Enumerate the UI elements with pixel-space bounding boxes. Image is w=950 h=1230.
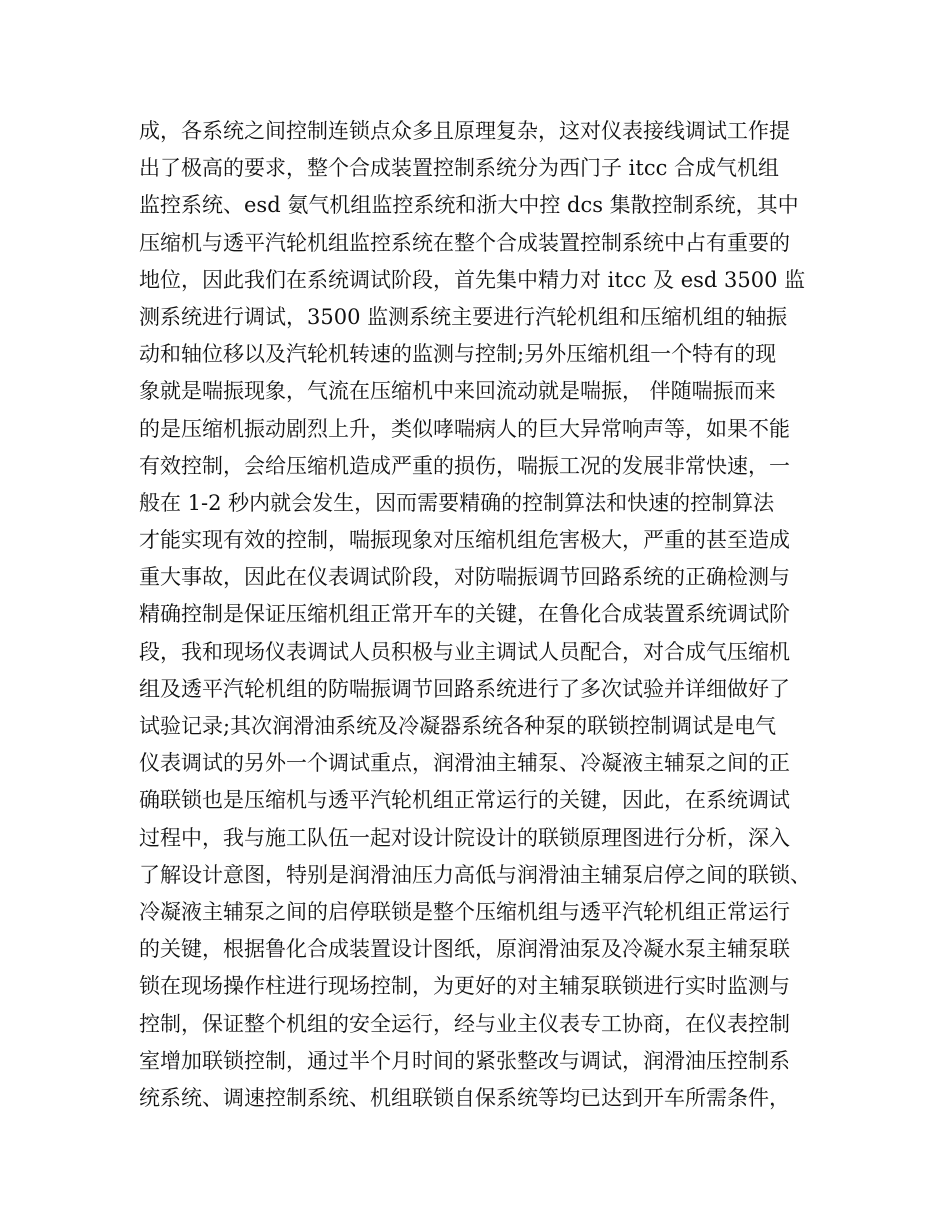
text-line: 控制，保证整个机组的安全运行，经与业主仪表专工协商，在仪表控制 [139, 1011, 790, 1036]
text-line: 确联锁也是压缩机与透平汽轮机组正常运行的关键，因此，在系统调试 [139, 788, 790, 813]
text-line: 动和轴位移以及汽轮机转速的监测与控制;另外压缩机组一个特有的现 [139, 342, 777, 367]
text-line: 监控系统、esd 氨气机组监控系统和浙大中控 dcs 集散控制系统，其中 [139, 193, 799, 218]
text-line: 过程中，我与施工队伍一起对设计院设计的联锁原理图进行分析，深入 [139, 825, 790, 850]
text-line: 才能实现有效的控制，喘振现象对压缩机组危害极大，严重的甚至造成 [139, 528, 790, 553]
body-paragraph [139, 113, 829, 1117]
text-line: 压缩机与透平汽轮机组监控系统在整个合成装置控制系统中占有重要的 [139, 230, 790, 255]
text-line: 统系统、调速控制系统、机组联锁自保系统等均已达到开车所需条件， [139, 1085, 790, 1110]
text-line: 冷凝液主辅泵之间的启停联锁是整个压缩机组与透平汽轮机组正常运行 [139, 899, 790, 924]
text-line: 精确控制是保证压缩机组正常开车的关键，在鲁化合成装置系统调试阶 [139, 602, 790, 627]
text-line: 组及透平汽轮机组的防喘振调节回路系统进行了多次试验并详细做好了 [139, 676, 790, 701]
text-line: 出了极高的要求，整个合成装置控制系统分为西门子 itcc 合成气机组 [139, 156, 780, 181]
text-line: 试验记录;其次润滑油系统及冷凝器系统各种泵的联锁控制调试是电气 [139, 714, 777, 738]
text-line: 象就是喘振现象，气流在压缩机中来回流动就是喘振， 伴随喘振而来 [139, 379, 776, 404]
text-line: 仪表调试的另外一个调试重点，润滑油主辅泵、冷凝液主辅泵之间的正 [139, 751, 790, 776]
text-line: 般在 1-2 秒内就会发生，因而需要精确的控制算法和快速的控制算法 [139, 490, 775, 515]
text-line: 重大事故，因此在仪表调试阶段，对防喘振调节回路系统的正确检测与 [139, 565, 790, 590]
text-line: 成，各系统之间控制连锁点众多且原理复杂，这对仪表接线调试工作提 [139, 119, 790, 143]
text-line: 室增加联锁控制，通过半个月时间的紧张整改与调试，润滑油压控制系 [139, 1048, 790, 1073]
text-line: 了解设计意图，特别是润滑油压力高低与润滑油主辅泵启停之间的联锁、 [139, 862, 811, 887]
text-line: 的是压缩机振动剧烈上升，类似哮喘病人的巨大异常响声等，如果不能 [139, 416, 790, 441]
text-line: 地位，因此我们在系统调试阶段，首先集中精力对 itcc 及 esd 3500 监 [139, 267, 806, 292]
text-line: 的关键，根据鲁化合成装置设计图纸，原润滑油泵及冷凝水泵主辅泵联 [139, 937, 790, 962]
text-line: 有效控制，会给压缩机造成严重的损伤，喘振工况的发展非常快速，一 [139, 453, 790, 478]
text-line: 段，我和现场仪表调试人员积极与业主调试人员配合，对合成气压缩机 [139, 639, 790, 664]
text-line: 锁在现场操作柱进行现场控制，为更好的对主辅泵联锁进行实时监测与 [139, 974, 790, 999]
text-line: 测系统进行调试，3500 监测系统主要进行汽轮机组和压缩机组的轴振 [139, 304, 788, 329]
